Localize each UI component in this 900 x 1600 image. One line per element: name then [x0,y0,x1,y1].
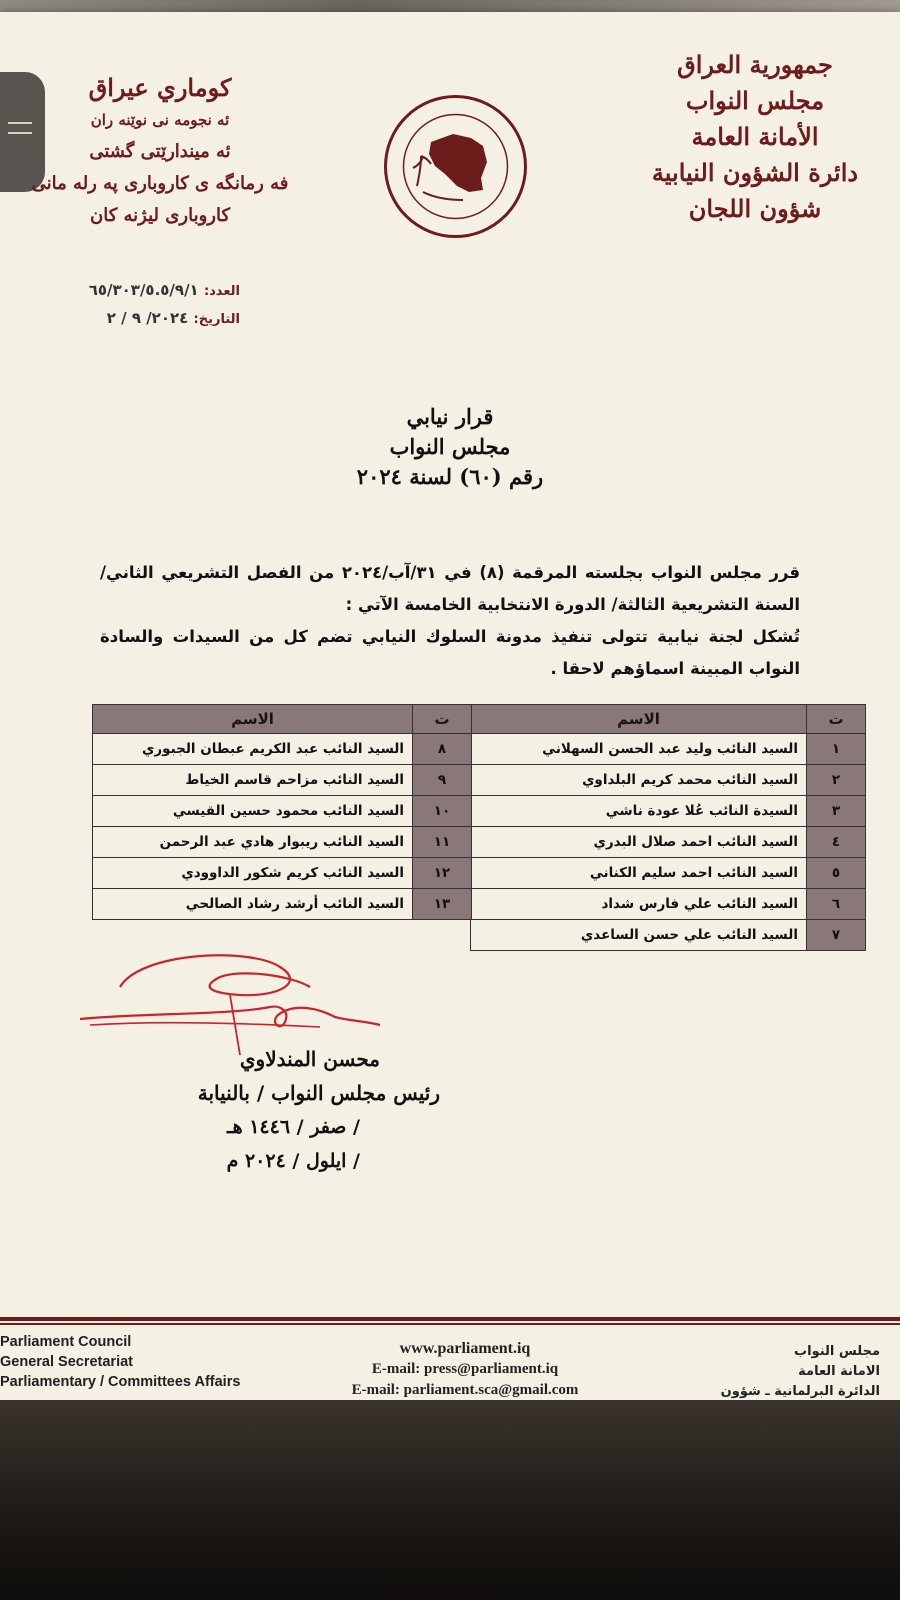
signatory-title: رئيس مجلس النواب / بالنيابة [197,1081,440,1105]
row-number: ٦ [807,889,866,920]
row-number: ٥ [807,858,866,889]
column-header-name: الاسم [93,705,413,734]
row-number: ٧ [807,920,866,951]
member-name: السيد النائب عبد الكريم عبطان الجبوري [93,734,413,765]
fold-mark [8,122,32,124]
footer-contact [330,1338,600,1401]
title-line: مجلس النواب [389,434,511,459]
row-number: ٤ [807,827,866,858]
letterhead-line: جمهورية العراق [677,50,833,79]
member-name: السيد النائب أرشد رشاد الصالحي [93,889,413,920]
table-row [471,734,866,765]
reference-number-label: العدد: [203,284,240,299]
footer-line: Parliament Council [0,1334,132,1350]
gregorian-date: / ايلول / ٢٠٢٤ م [226,1150,360,1172]
letterhead-arabic [640,47,870,227]
reference-number [10,277,240,305]
reference-date [10,305,240,333]
title-line: قرار نيابي [406,404,494,429]
reference-number-value: ٦٥/٣٠٣/٥.٥/٩/١ [88,281,199,299]
table-row [93,796,472,827]
members-table-left [92,704,472,920]
reference-date-value: ٢٠٢٤/ ٩ / ٢ [106,309,189,327]
table-row [93,858,472,889]
row-number: ١٢ [413,858,472,889]
footer-line: الامانة العامة [798,1364,880,1379]
reference-block [10,277,240,333]
desk-background-bottom [0,1400,900,1600]
title-line: رقم (٦٠) لسنة ٢٠٢٤ [356,464,544,489]
letterhead-line: ئه نجومه نی نوێنه ران [90,111,230,129]
table-row [471,765,866,796]
decision-title [250,402,650,492]
table-row [93,734,472,765]
table-row [471,920,866,951]
letterhead-line: كوماري عيراق [88,73,232,102]
footer-divider [0,1323,900,1325]
member-name: السيد النائب علي فارس شداد [471,889,807,920]
table-row [471,858,866,889]
body-paragraph: تُشكل لجنة نيابية تتولى تنفيذ مدونة السلوك النيابي تضم كل من السيدات والسادة النواب المبينة اسماؤهم لاحقا . [100,627,800,678]
letterhead-kurdish [30,72,290,232]
letterhead-line: کاروباری لیژنه کان [89,205,231,226]
row-number: ١١ [413,827,472,858]
letterhead-line: الأمانة العامة [691,122,819,151]
table-row [93,889,472,920]
footer-line: مجلس النواب [794,1344,880,1359]
email-link[interactable]: E-mail: press@parliament.iq [371,1361,559,1377]
letterhead-line: ئه میندارێتی گشتی [89,141,231,162]
row-number: ٩ [413,765,472,796]
letterhead-line: دائرة الشؤون النيابية [651,158,859,187]
table-row [471,796,866,827]
letterhead-line: فه رمانگه ی کاروباری په رله مانی [31,173,289,194]
table-row [93,827,472,858]
member-name: السيد النائب ريبوار هادي عبد الرحمن [93,827,413,858]
table-row [471,827,866,858]
row-number: ٨ [413,734,472,765]
reference-date-label: التاريخ: [193,312,240,327]
member-name: السيدة النائب عُلا عودة ناشي [471,796,807,827]
row-number: ١٠ [413,796,472,827]
member-name: السيد النائب وليد عبد الحسن السهلاني [471,734,807,765]
footer-line: الدائرة البرلمانية ـ شؤون [720,1384,880,1399]
signatory-block [80,1042,440,1178]
member-name: السيد النائب احمد سليم الكناني [471,858,807,889]
member-name: السيد النائب محمد كريم البلداوي [471,765,807,796]
row-number: ٣ [807,796,866,827]
row-number: ٢ [807,765,866,796]
column-header-number: ت [807,705,866,734]
fold-mark [8,132,32,134]
members-table-right [470,704,866,951]
row-number: ١٣ [413,889,472,920]
email-link[interactable]: E-mail: parliament.sca@gmail.com [351,1382,579,1398]
decision-body [100,557,800,685]
website-link[interactable]: www.parliament.iq [399,1340,531,1357]
member-name: السيد النائب احمد صلال البدري [471,827,807,858]
document-page [0,12,900,1422]
table-row [93,765,472,796]
letterhead-line: مجلس النواب [685,86,825,115]
footer-english [0,1332,320,1392]
row-number: ١ [807,734,866,765]
footer-line: Parliamentary / Committees Affairs [0,1374,241,1390]
member-name: السيد النائب مزاحم قاسم الخياط [93,765,413,796]
footer-divider [0,1317,900,1321]
parliament-emblem-icon [383,94,528,239]
footer-line: General Secretariat [0,1354,133,1370]
handwritten-signature [80,947,400,1057]
signatory-name: محسن المندلاوي [239,1047,380,1071]
member-name: السيد النائب محمود حسين القيسي [93,796,413,827]
letterhead-line: شؤون اللجان [688,194,822,223]
member-name: السيد النائب علي حسن الساعدي [471,920,807,951]
hijri-date: / صفر / ١٤٤٦ هـ [227,1116,360,1138]
member-name: السيد النائب كريم شكور الداوودي [93,858,413,889]
body-paragraph: قرر مجلس النواب بجلسته المرقمة (٨) في ٣١/آب/٢٠٢٤ من الفصل التشريعي الثاني/السنة التشريعية الثالثة/ الدورة الانتخابية الخامسة الآتي : [100,563,801,614]
table-row [471,889,866,920]
column-header-name: الاسم [471,705,807,734]
column-header-number: ت [413,705,472,734]
